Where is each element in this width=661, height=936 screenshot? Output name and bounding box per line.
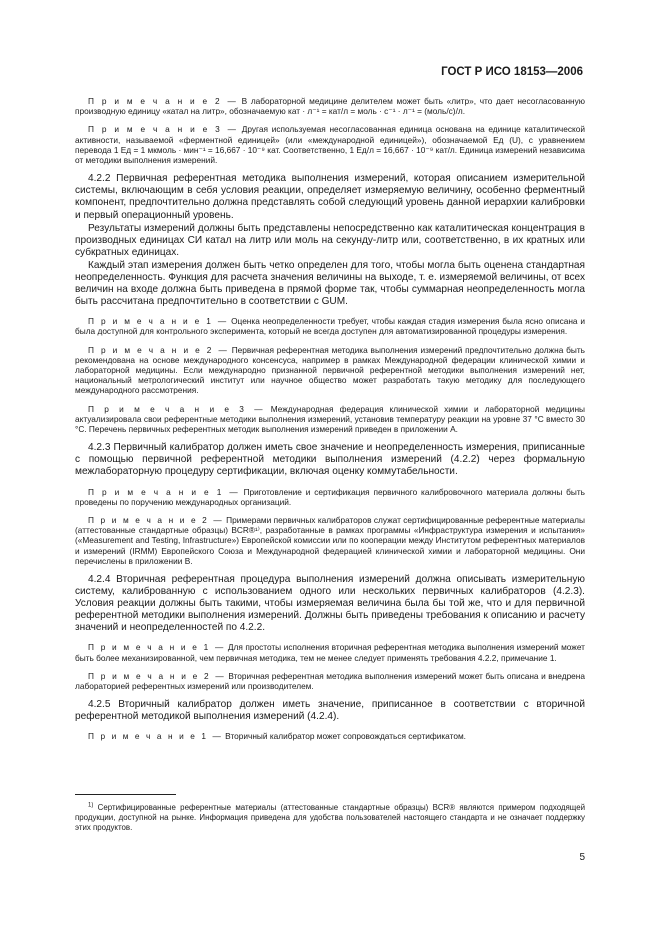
page-body — [75, 96, 585, 750]
note-lead: П р и м е ч а н и е 3 — — [88, 124, 239, 135]
note-text: Другая используемая несогласованная единица основана на единице каталитической активности, называемой «ферментной единицей» (или «международной единицей»), обозначаемой Ед (U), с уравнением перевода 1 Ед = 1 мкмоль · мин⁻¹ = 16,667 · 10⁻⁹ кат. Соответственно, 1 Ед/л = 16,667 · 10⁻⁹ кат/л. Единица измерений независима от методики выполнения измерений. — [75, 124, 585, 166]
paragraph — [75, 260, 585, 308]
paragraph-text: 4.2.4 Вторичная референтная процедура выполнения измерений должна описывать измерительную систему, калиброванную с использованием одного или нескольких первичных калибраторов (4.2.3). Условия реакции должны быть такими, чтобы измеряемая величина была бы той же, что и для первичной референтной методики выполнения измерений. Должны быть приведены требования к описанию и расчету значений и неопределенностей по 4.2.2. — [75, 573, 585, 634]
paragraph — [75, 223, 585, 259]
note-text: Вторичный калибратор может сопровождаться сертификатом. — [222, 731, 466, 742]
page-number: 5 — [579, 852, 585, 863]
note-lead: П р и м е ч а н и е 1 — — [88, 642, 226, 653]
paragraph-4-2-4 — [75, 574, 585, 634]
note — [75, 515, 585, 566]
note-lead: П р и м е ч а н и е 1 — — [88, 486, 240, 497]
note-lead: П р и м е ч а н и е 2 — — [88, 670, 226, 681]
note-lead: П р и м е ч а н и е 3 — — [88, 403, 265, 414]
paragraph-4-2-5 — [75, 699, 585, 723]
paragraph-text: Результаты измерений должны быть представлены непосредственно как каталитическая концентрация в производных единицах СИ катал на литр или моль на секунду-литр или, соответственно, в их кратных или субкратных единицах. — [75, 222, 585, 258]
note-text: Приготовление и сертификация первичного калибровочного материала должны быть проведены по поручению международных организаций. — [75, 486, 585, 507]
note-text: Вторичная референтная методика выполнения измерений может быть описана и внедрена лабораторией референтных измерений или производителем. — [75, 670, 585, 692]
note-lead: П р и м е ч а н и е 2 — — [88, 514, 224, 525]
note-text: Международная федерация клинической химии и лабораторной медицины актуализировала свои референтные методики выполнения измерений, установив температуру реакции на уровне 37 °С вместо 30 °С. Перечень первичных референтных методик выполнения измерений приведен в приложении А. — [75, 403, 585, 435]
paragraph-text: 4.2.2 Первичная референтная методика выполнения измерений, которая описанием измерительной системы, включающим в себя условия реакции, определяет измеряемую величину, особенно ферментный компонент, предпочтительно должна представлять собой следующий уровень данной иерархии калибровки и первый операционный уровень. — [75, 173, 585, 221]
note-text: Первичная референтная методика выполнения измерений предпочтительно должна быть рекомендована на основе международного консенсуса, например в рамках Международной федерации клинической химии и лабораторной медицины. Если международно признанной первичной референтной методики выполнения измерений нет, национальный метрологический институт или научное общество может разработать такую методику для последующего международного рассмотрения. — [75, 344, 585, 396]
paragraph-text: 4.2.3 Первичный калибратор должен иметь свое значение и неопределенность измерения, приписанные с помощью первичной референтной методики выполнения измерений (4.2.2) через формальную межлабораторную процедуру сертификации, включая оценку коммутабельности. — [75, 442, 585, 478]
note — [75, 404, 585, 435]
note-lead: П р и м е ч а н и е 1 — — [88, 316, 229, 327]
note — [75, 642, 585, 662]
footnote-marker: 1) — [88, 802, 94, 809]
note-lead: П р и м е ч а н и е 2 — — [88, 344, 229, 355]
note — [75, 731, 585, 741]
note — [75, 345, 585, 396]
note — [75, 316, 585, 336]
note-lead: П р и м е ч а н и е 1 — — [88, 731, 223, 742]
note-text: В лабораторной медицине делителем может быть «литр», что дает несогласованную производную единицу «катал на литр», обозначаемую кат · л⁻¹ = кат/л = моль · с⁻¹ · л⁻¹ = (моль/с)/л. — [75, 96, 585, 117]
footnote-text: Сертифицированные референтные материалы (аттестованные стандартные образцы) BCR® являются примером подходящей продукции, доступной на рынке. Информация приведена для удобства пользователей настоящего стандарта и не означает поддержку этих продуктов. — [75, 803, 585, 832]
note-text: Примерами первичных калибраторов служат сертифицированные референтные материалы (аттестованные стандартные образцы) BCR®¹⁾, разработанные в рамках программы «Инфраструктура измерения и испытания» («Measurement and Testing, Infrastructure») Европейской комиссии или по кооперации между Институтом референтных материалов и измерений (IRMM) Европейского Союза и Международной федерацией клинической химии и лабораторной медицины. Они перечислены в приложении В. — [75, 514, 585, 566]
note-text: Оценка неопределенности требует, чтобы каждая стадия измерения была ясно описана и была доступной для контрольного эксперимента, который не всегда доступен для автоматизированной процедуры измерения. — [75, 316, 585, 337]
paragraph-4-2-2 — [75, 173, 585, 221]
note — [75, 671, 585, 691]
note-text: Для простоты исполнения вторичная референтная методика выполнения измерений может быть более механизированной, чем первичная методика, тем не менее следует применять требования 4.2.2, примечание 1. — [75, 642, 585, 663]
note — [75, 487, 585, 507]
footnote — [75, 803, 585, 833]
document-header: ГОСТ Р ИСО 18153—2006 — [441, 66, 583, 78]
paragraph-4-2-3 — [75, 442, 585, 478]
paragraph-text: Каждый этап измерения должен быть четко определен для того, чтобы могла быть оценена стандартная неопределенность. Функция для расчета значения величины на выходе, т. е. измеряемой величины, от всех величин на входе должна быть приведена в прямой форме так, чтобы суммарная неопределенность могла быть рассчитана предпочтительно в соответствии с GUM. — [75, 259, 585, 308]
note-lead: П р и м е ч а н и е 2 — — [88, 96, 238, 106]
footnote-divider — [75, 794, 176, 795]
note — [75, 96, 585, 116]
paragraph-text: 4.2.5 Вторичный калибратор должен иметь значение, приписанное в соответствии с вторичной референтной методикой выполнения измерений (4.2.4). — [75, 699, 585, 723]
note — [75, 124, 585, 165]
